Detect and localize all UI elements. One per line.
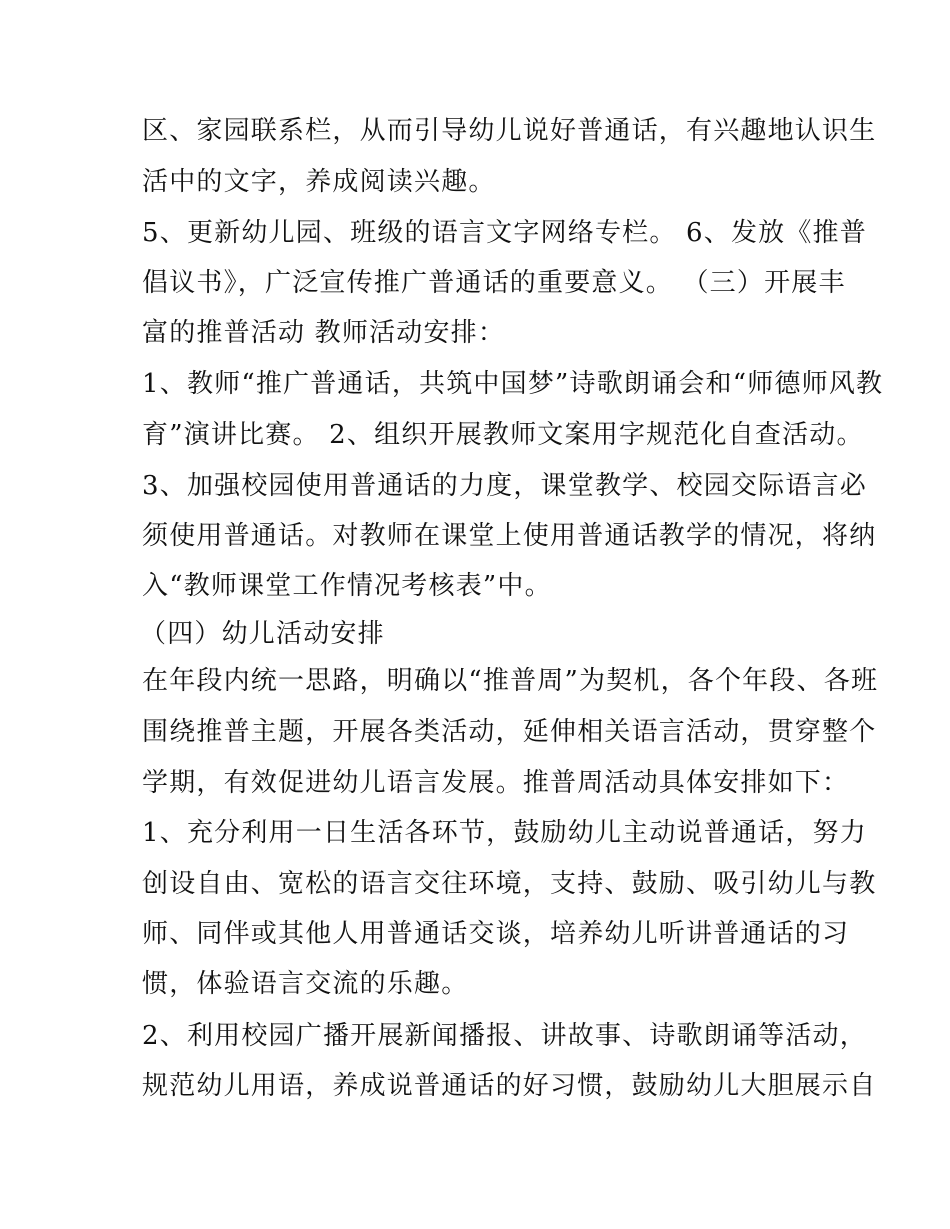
text-line-17: 师、同伴或其他人用普通话交谈，培养幼儿听讲普通话的习 [142, 919, 850, 949]
text-line-9: 须使用普通话。对教师在课堂上使用普通话教学的情况，将纳 [142, 521, 877, 551]
text-line-10: 入“教师课堂工作情况考核表”中。 [142, 571, 552, 601]
text-line-19: 2、利用校园广播开展新闻播报、讲故事、诗歌朗诵等活动， [142, 1021, 867, 1051]
text-line-7: 育”演讲比赛。 2、组织开展教师文案用字规范化自查活动。 [142, 420, 864, 450]
text-line-13: 围绕推普主题，开展各类活动，延伸相关语言活动，贯穿整个 [142, 717, 877, 747]
text-line-8: 3、加强校园使用普通话的力度，课堂教学、校园交际语言必 [142, 471, 867, 501]
text-line-18: 惯，体验语言交流的乐趣。 [142, 969, 469, 999]
text-line-20: 规范幼儿用语，养成说普通话的好习惯，鼓励幼儿大胆展示自 [142, 1071, 877, 1101]
text-line-5: 富的推普活动 教师活动安排： [142, 318, 506, 348]
text-line-1: 区、家园联系栏，从而引导幼儿说好普通话，有兴趣地认识生 [142, 116, 877, 146]
text-line-2: 活中的文字，养成阅读兴趣。 [142, 167, 496, 197]
text-line-14: 学期，有效促进幼儿语言发展。推普周活动具体安排如下： [142, 768, 850, 798]
text-line-12: 在年段内统一思路，明确以“推普周”为契机，各个年段、各班 [142, 666, 879, 696]
text-line-6: 1、教师“推广普通话，共筑中国梦”诗歌朗诵会和“师德师风教 [142, 369, 884, 399]
text-line-4: 倡议书》，广泛宣传推广普通话的重要意义。 （三）开展丰 [142, 268, 846, 298]
section-heading-4: （四）幼儿活动安排 [140, 619, 385, 649]
text-line-16: 创设自由、宽松的语言交往环境，支持、鼓励、吸引幼儿与教 [142, 869, 877, 899]
text-line-3: 5、更新幼儿园、班级的语言文字网络专栏。 6、发放《推普 [142, 218, 867, 248]
text-line-15: 1、充分利用一日生活各环节，鼓励幼儿主动说普通话，努力 [142, 818, 867, 848]
